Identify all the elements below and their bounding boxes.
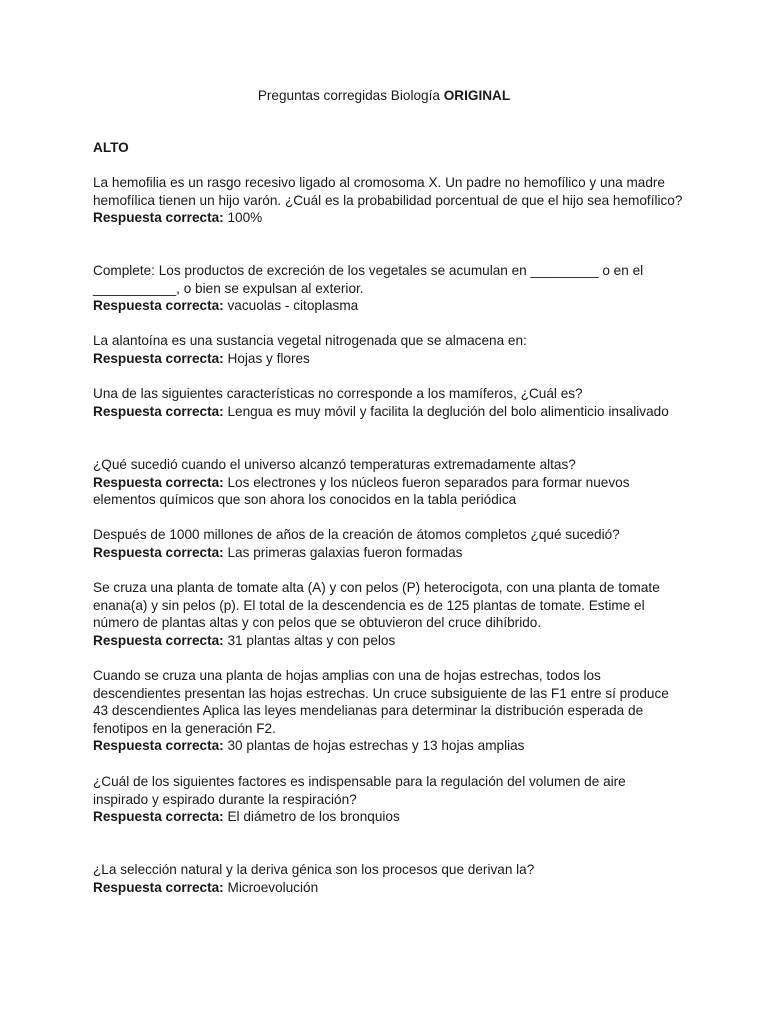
answer-label: Respuesta correcta: bbox=[93, 403, 224, 419]
qa-item-8 bbox=[93, 667, 683, 755]
question-text: ¿Cuál de los siguientes factores es indispensable para la regulación del volumen de aire inspirado y espirado durante la respiración? bbox=[93, 774, 626, 807]
answer-label: Respuesta correcta: bbox=[93, 738, 224, 754]
answer-value: Lengua es muy móvil y facilita la deglución del bolo alimenticio insalivado bbox=[223, 403, 669, 419]
qa-item-3 bbox=[93, 332, 683, 367]
document-title-text: Preguntas corregidas Biología bbox=[257, 88, 444, 103]
document-title-bold: ORIGINAL bbox=[443, 88, 511, 103]
answer-value: El diámetro de los bronquios bbox=[223, 809, 400, 825]
qa-item-2 bbox=[93, 262, 683, 315]
answer-value: vacuolas - citoplasma bbox=[223, 298, 359, 314]
question-text: Cuando se cruza una planta de hojas amplias con una de hojas estrechas, todos los descendientes presentan las hojas estrechas. Un cruce subsiguiente de las F1 entre sí produce 43 descendientes Aplica las leyes mendelianas para determinar la distribución esperada de fenotipos en la generación F2. bbox=[93, 668, 669, 736]
answer-label: Respuesta correcta: bbox=[93, 632, 224, 648]
answer-value: 31 plantas altas y con pelos bbox=[223, 632, 396, 648]
answer-label: Respuesta correcta: bbox=[93, 544, 224, 560]
qa-item-9 bbox=[93, 773, 683, 826]
answer-value: Microevolución bbox=[223, 879, 319, 895]
answer-line bbox=[93, 632, 683, 650]
answer-line bbox=[93, 474, 683, 509]
answer-value: 30 plantas de hojas estrechas y 13 hojas amplias bbox=[223, 738, 525, 754]
question-text: ¿Qué sucedió cuando el universo alcanzó temperaturas extremadamente altas? bbox=[93, 457, 576, 472]
qa-item-10 bbox=[93, 861, 683, 896]
answer-line bbox=[93, 879, 683, 897]
document-title bbox=[0, 87, 768, 105]
section-heading: ALTO bbox=[93, 140, 129, 155]
question-text: ¿La selección natural y la deriva génica son los procesos que derivan la? bbox=[93, 862, 535, 877]
answer-line bbox=[93, 737, 683, 755]
answer-value: Los electrones y los núcleos fueron separados para formar nuevos elementos químicos que son ahora los conocidos en la tabla periódica bbox=[93, 474, 630, 508]
answer-line bbox=[93, 544, 683, 562]
answer-line bbox=[93, 808, 683, 826]
answer-label: Respuesta correcta: bbox=[93, 879, 224, 895]
answer-value: Las primeras galaxias fueron formadas bbox=[223, 544, 463, 560]
answer-line bbox=[93, 297, 683, 315]
answer-line bbox=[93, 403, 683, 421]
qa-item-1 bbox=[93, 174, 683, 227]
answer-label: Respuesta correcta: bbox=[93, 350, 224, 366]
question-text: La alantoína es una sustancia vegetal nitrogenada que se almacena en: bbox=[93, 333, 527, 348]
answer-label: Respuesta correcta: bbox=[93, 474, 224, 490]
qa-item-4 bbox=[93, 385, 683, 420]
question-text: Después de 1000 millones de años de la creación de átomos completos ¿qué sucedió? bbox=[93, 527, 620, 542]
answer-value: Hojas y flores bbox=[223, 350, 310, 366]
question-text: Se cruza una planta de tomate alta (A) y con pelos (P) heterocigota, con una planta de tomate enana(a) y sin pelos (p). El total de la descendencia es de 125 plantas de tomate. Estime el número de plantas altas y con pelos que se obtuvieron del cruce dihíbrido. bbox=[93, 580, 660, 631]
question-text: Una de las siguientes características no corresponde a los mamíferos, ¿Cuál es? bbox=[93, 386, 583, 401]
answer-label: Respuesta correcta: bbox=[93, 210, 224, 226]
answer-label: Respuesta correcta: bbox=[93, 298, 224, 314]
answer-line bbox=[93, 350, 683, 368]
answer-value: 100% bbox=[223, 210, 263, 226]
answer-line bbox=[93, 209, 683, 227]
qa-item-7 bbox=[93, 579, 683, 649]
question-text: Complete: Los productos de excreción de los vegetales se acumulan en _________ o en el ___________, o bien se expulsan al exterior. bbox=[93, 263, 644, 296]
question-text: La hemofilia es un rasgo recesivo ligado al cromosoma X. Un padre no hemofílico y una madre hemofílica tienen un hijo varón. ¿Cuál es la probabilidad porcentual de que el hijo sea hemofílico? bbox=[93, 175, 683, 208]
qa-item-6 bbox=[93, 526, 683, 561]
answer-label: Respuesta correcta: bbox=[93, 809, 224, 825]
qa-item-5 bbox=[93, 456, 683, 509]
